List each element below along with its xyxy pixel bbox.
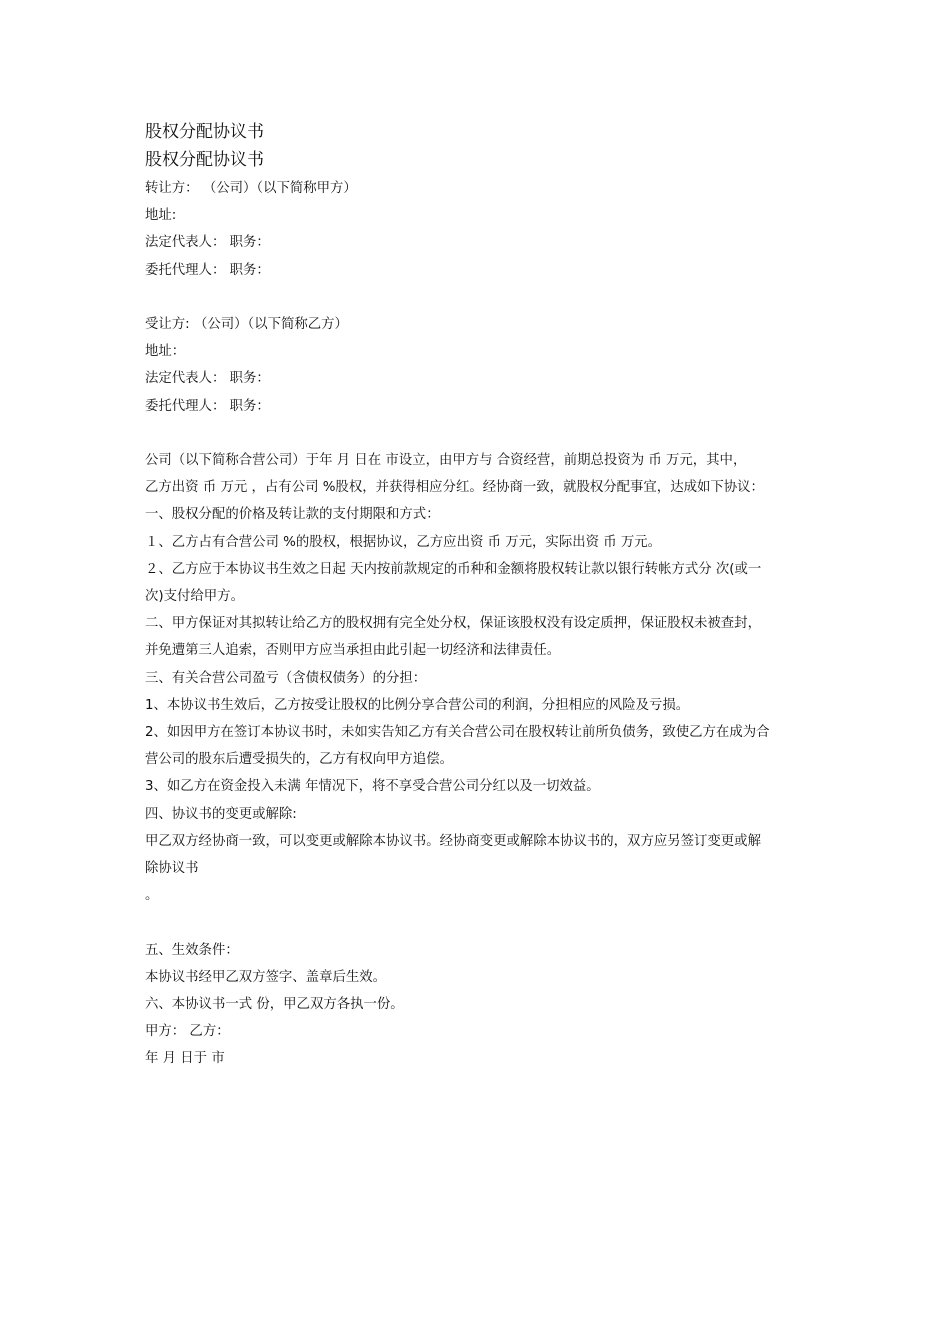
transferee-legal-rep: 法定代表人： 职务： [145, 371, 270, 387]
transferee-address: 地址： [145, 344, 186, 360]
section-3-heading: 三、有关合营公司盈亏（含债权债务）的分担： [145, 670, 427, 686]
section-6-text: 六、本协议书一式 份，甲乙双方各执一份。 [145, 997, 404, 1013]
section-2-text-cont: 并免遭第三人追索，否则甲方应当承担由此引起一切经济和法律责任。 [145, 643, 561, 659]
section-1-item-1: １、乙方占有合营公司 %的股权，根据协议，乙方应出资 币 万元，实际出资 币 万元。 [145, 534, 662, 550]
intro-line: 公司（以下简称合营公司）于年 月 日在 市设立，由甲方与 合资经营，前期总投资为 币 万元，其中， [145, 453, 747, 468]
section-4-text-cont: 除协议书 [145, 861, 199, 877]
transferor-party: 转让方： （公司）（以下简称甲方） [145, 181, 357, 196]
signature-line: 甲方： 乙方： [145, 1024, 230, 1040]
section-1-heading: 一、股权分配的价格及转让款的支付期限和方式： [145, 507, 440, 523]
section-1-item-2-cont: 次)支付给甲方。 [145, 589, 244, 605]
date-place-line: 年 月 日于 市 [145, 1051, 225, 1067]
section-4-period: 。 [145, 888, 159, 904]
spacer [145, 420, 815, 447]
document-page [145, 118, 815, 1073]
section-4-text: 甲乙双方经协商一致，可以变更或解除本协议书。经协商变更或解除本协议书的，双方应另签订变更或解 [145, 833, 761, 849]
transferor-agent: 委托代理人： 职务： [145, 262, 270, 278]
spacer [145, 284, 815, 311]
section-2-text: 二、甲方保证对其拟转让给乙方的股权拥有完全处分权，保证该股权没有设定质押，保证股权未被查封， [145, 616, 761, 632]
section-5-heading: 五、生效条件： [145, 942, 239, 958]
section-4-heading: 四、协议书的变更或解除: [145, 806, 297, 822]
transferor-address: 地址: [145, 208, 177, 224]
section-3-item-3: 3、如乙方在资金投入未满 年情况下，将不享受合营公司分红以及一切效益。 [145, 779, 600, 795]
section-3-item-2: 2、如因甲方在签订本协议书时，未如实告知乙方有关合营公司在股权转让前所负债务，致使乙方在成为合 [145, 725, 770, 741]
intro-line: 乙方出资 币 万元 ，占有公司 %股权，并获得相应分红。经协商一致，就股权分配事宜，达成如下协议： [145, 480, 764, 496]
transferee-party: 受让方: （公司）（以下简称乙方） [145, 317, 348, 332]
section-3-item-1: 1、本协议书生效后，乙方按受让股权的比例分享合营公司的利润，分担相应的风险及亏损。 [145, 697, 690, 713]
transferee-agent: 委托代理人： 职务： [145, 398, 270, 414]
section-3-item-2-cont: 营公司的股东后遭受损失的，乙方有权向甲方追偿。 [145, 752, 453, 768]
section-5-text: 本协议书经甲乙双方签字、盖章后生效。 [145, 969, 387, 985]
section-1-item-2: ２、乙方应于本协议书生效之日起 天内按前款规定的币种和金额将股权转让款以银行转帐方式分 次(或一 [145, 561, 762, 577]
transferor-legal-rep: 法定代表人： 职务： [145, 235, 270, 251]
spacer [145, 909, 815, 936]
document-title: 股权分配协议书 [145, 122, 264, 142]
document-subtitle: 股权分配协议书 [145, 150, 264, 170]
